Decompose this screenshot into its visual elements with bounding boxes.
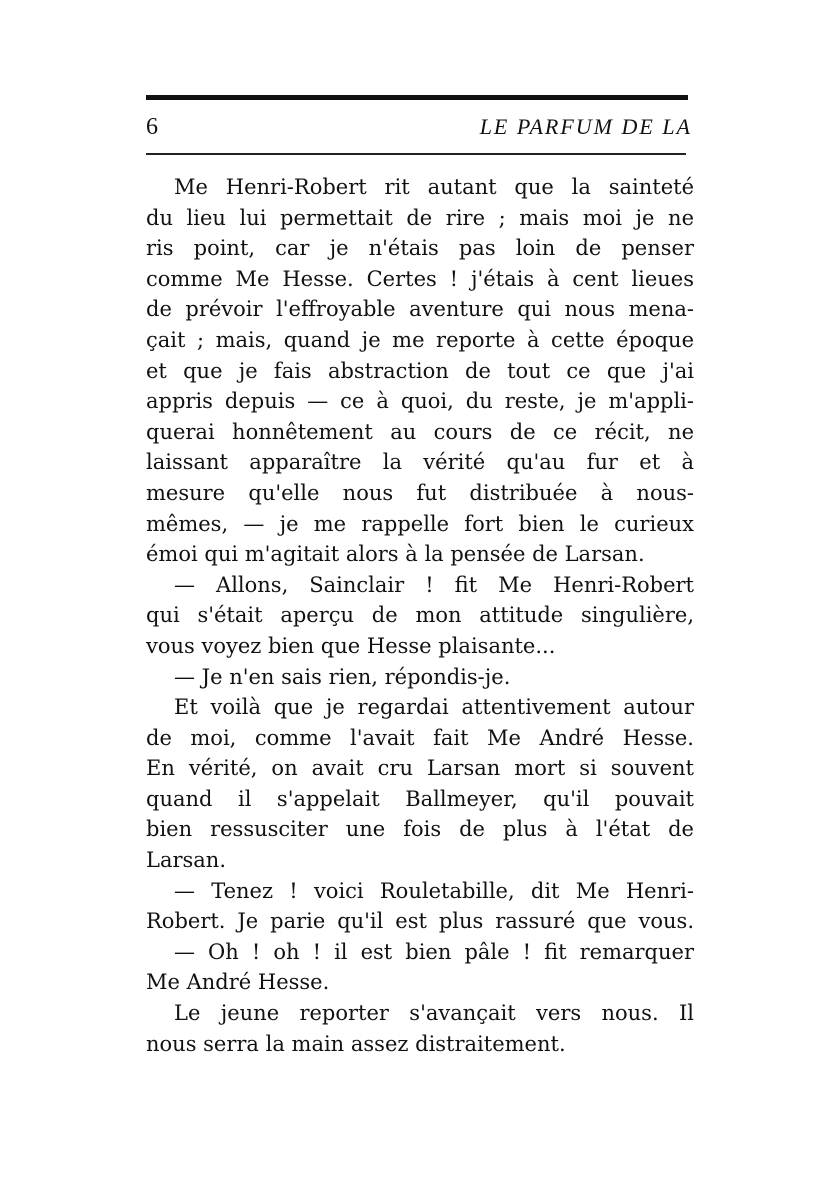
text-line: — Tenez ! voici Rouletabille, dit Me Henri- xyxy=(174,878,694,903)
text-line: de prévoir l'effroyable aventure qui nous mena- xyxy=(146,297,694,322)
text-line: quand il s'appelait Ballmeyer, qu'il pouvait xyxy=(146,786,694,811)
text-line: ris point, car je n'étais pas loin de penser xyxy=(146,236,694,261)
page-number: 6 xyxy=(146,114,158,140)
text-line: qui s'était aperçu de mon attitude singulière, xyxy=(146,603,694,628)
text-line: mesure qu'elle nous fut distribuée à nous- xyxy=(146,480,694,505)
text-line: — Oh ! oh ! il est bien pâle ! fit remarquer xyxy=(174,939,694,964)
text-line: de moi, comme l'avait fait Me André Hesse. xyxy=(146,725,694,750)
text-line: du lieu lui permettait de rire ; mais moi je ne xyxy=(146,205,694,230)
text-line: appris depuis — ce à quoi, du reste, je m'appli- xyxy=(146,389,694,414)
text-line: vous voyez bien que Hesse plaisante... xyxy=(146,633,556,658)
text-line: querai honnêtement au cours de ce récit, ne xyxy=(146,419,694,444)
text-line: En vérité, on avait cru Larsan mort si souvent xyxy=(146,756,694,781)
text-line: çait ; mais, quand je me reporte à cette époque xyxy=(146,327,694,352)
header-rule xyxy=(146,153,686,155)
text-line: Me André Hesse. xyxy=(146,970,330,995)
running-title: LE PARFUM DE LA xyxy=(479,114,692,139)
text-line: mêmes, — je me rappelle fort bien le curieux xyxy=(146,511,694,536)
text-line: bien ressusciter une fois de plus à l'état de xyxy=(146,817,694,842)
text-line: Robert. Je parie qu'il est plus rassuré que vous. xyxy=(146,909,694,934)
text-line: Et voilà que je regardai attentivement autour xyxy=(174,695,694,720)
text-line: émoi qui m'agitait alors à la pensée de Larsan. xyxy=(146,542,645,567)
text-line: Me Henri-Robert rit autant que la sainteté xyxy=(174,175,694,199)
text-line: laissant apparaître la vérité qu'au fur et à xyxy=(146,450,694,475)
text-line: Le jeune reporter s'avançait vers nous. Il xyxy=(174,1001,694,1026)
text-line: et que je fais abstraction de tout ce que j'ai xyxy=(146,358,694,383)
text-line: nous serra la main assez distraitement. xyxy=(146,1031,566,1056)
running-header xyxy=(146,112,692,144)
text-line: Larsan. xyxy=(146,848,227,873)
text-line: — Je n'en sais rien, répondis-je. xyxy=(174,664,511,689)
text-line: comme Me Hesse. Certes ! j'étais à cent lieues xyxy=(146,266,694,291)
body-text xyxy=(146,172,694,1059)
top-rule xyxy=(146,95,688,100)
text-line: — Allons, Sainclair ! fit Me Henri-Robert xyxy=(174,572,694,597)
